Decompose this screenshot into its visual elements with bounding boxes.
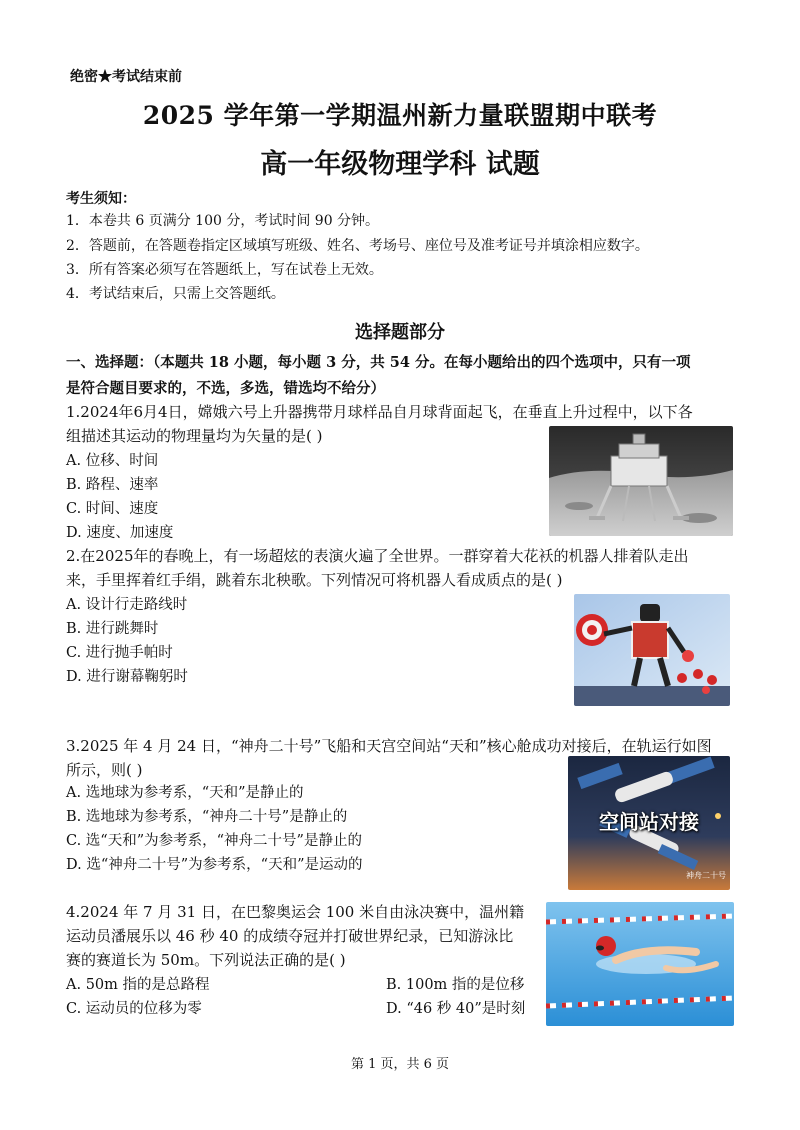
option-b: B. 选地球为参考系，“神舟二十号”是静止的 [66, 809, 348, 825]
part-heading-line: 是符合题目要求的，不选，多选，错选均不给分） [66, 380, 385, 397]
question-stem: 2.在2025年的春晚上，有一场超炫的表演火遍了全世界。一群穿着大花袄的机器人排着队走出 [66, 547, 689, 565]
option-b: B. 进行跳舞时 [66, 621, 159, 637]
part-heading-line: 一、选择题：（本题共 18 小题，每小题 3 分，共 54 分。在每小题给出的四个选项中，只有一项 [66, 354, 691, 371]
question-stem: 4.2024 年 7 月 31 日，在巴黎奥运会 100 米自由泳决赛中，温州籍 [66, 903, 525, 921]
exam-subtitle: 高一年级物理学科 试题 [260, 149, 540, 180]
option-c: C. 选“天和”为参考系，“神舟二十号”是静止的 [66, 833, 362, 849]
part-heading [66, 350, 746, 402]
option-b: B. 100m 指的是位移 [386, 977, 525, 993]
page-footer: 第 1 页，共 6 页 [350, 1057, 450, 1072]
notice-heading: 考生须知： [66, 191, 136, 207]
option-d: D. 速度、加速度 [66, 525, 174, 541]
image-caption: 空间站对接 [599, 810, 699, 834]
swimmer-image [546, 902, 734, 1026]
question-stem: 所示，则( ) [66, 761, 143, 779]
notice-item: 1．本卷共 6 页满分 100 分，考试时间 90 分钟。 [66, 213, 380, 229]
option-c: C. 运动员的位移为零 [66, 1001, 202, 1017]
option-c: C. 进行抛手帕时 [66, 645, 173, 661]
option-b: B. 路程、速率 [66, 477, 159, 493]
space-station-docking-image [568, 756, 730, 890]
question-stem: 组描述其运动的物理量均为矢量的是( ) [66, 427, 323, 445]
section-title: 选择题部分 [355, 322, 445, 343]
option-d: D. “46 秒 40”是时刻 [386, 1001, 526, 1017]
option-a: A. 设计行走路线时 [66, 597, 188, 613]
question-stem: 1.2024年6月4日，嫦娥六号上升器携带月球样品自月球背面起飞，在垂直上升过程中，以下各 [66, 403, 693, 421]
option-a: A. 50m 指的是总路程 [66, 977, 210, 993]
option-d: D. 选“神舟二十号”为参考系，“天和”是运动的 [66, 857, 363, 873]
question-stem: 来，手里挥着红手绢，跳着东北秧歌。下列情况可将机器人看成质点的是( ) [66, 571, 563, 589]
question-stem: 运动员潘展乐以 46 秒 40 的成绩夺冠并打破世界纪录，已知游泳比 [66, 927, 514, 945]
option-c: C. 时间、速度 [66, 501, 159, 517]
notice-item: 3．所有答案必须写在答题纸上，写在试卷上无效。 [66, 262, 383, 278]
notice-item: 4．考试结束后，只需上交答题纸。 [66, 286, 285, 302]
option-a: A. 位移、时间 [66, 453, 159, 469]
question-stem: 3.2025 年 4 月 24 日，“神舟二十号”飞船和天宫空间站“天和”核心舱成功对接后，在轨运行如图 [66, 737, 712, 755]
exam-title: 2025 学年第一学期温州新力量联盟期中联考 [142, 101, 658, 130]
lunar-lander-image [549, 426, 733, 536]
question-stem: 赛的赛道长为 50m。下列说法正确的是( ) [66, 951, 346, 969]
option-a: A. 选地球为参考系，“天和”是静止的 [66, 785, 304, 801]
option-d: D. 进行谢幕鞠躬时 [66, 669, 188, 685]
confidential-label: 绝密★考试结束前 [70, 69, 182, 85]
dancing-robot-image [574, 594, 730, 706]
notice-item: 2．答题前，在答题卷指定区域填写班级、姓名、考场号、座位号及准考证号并填涂相应数字。 [66, 238, 649, 254]
image-corner-text: 神舟二十号 [686, 871, 726, 880]
